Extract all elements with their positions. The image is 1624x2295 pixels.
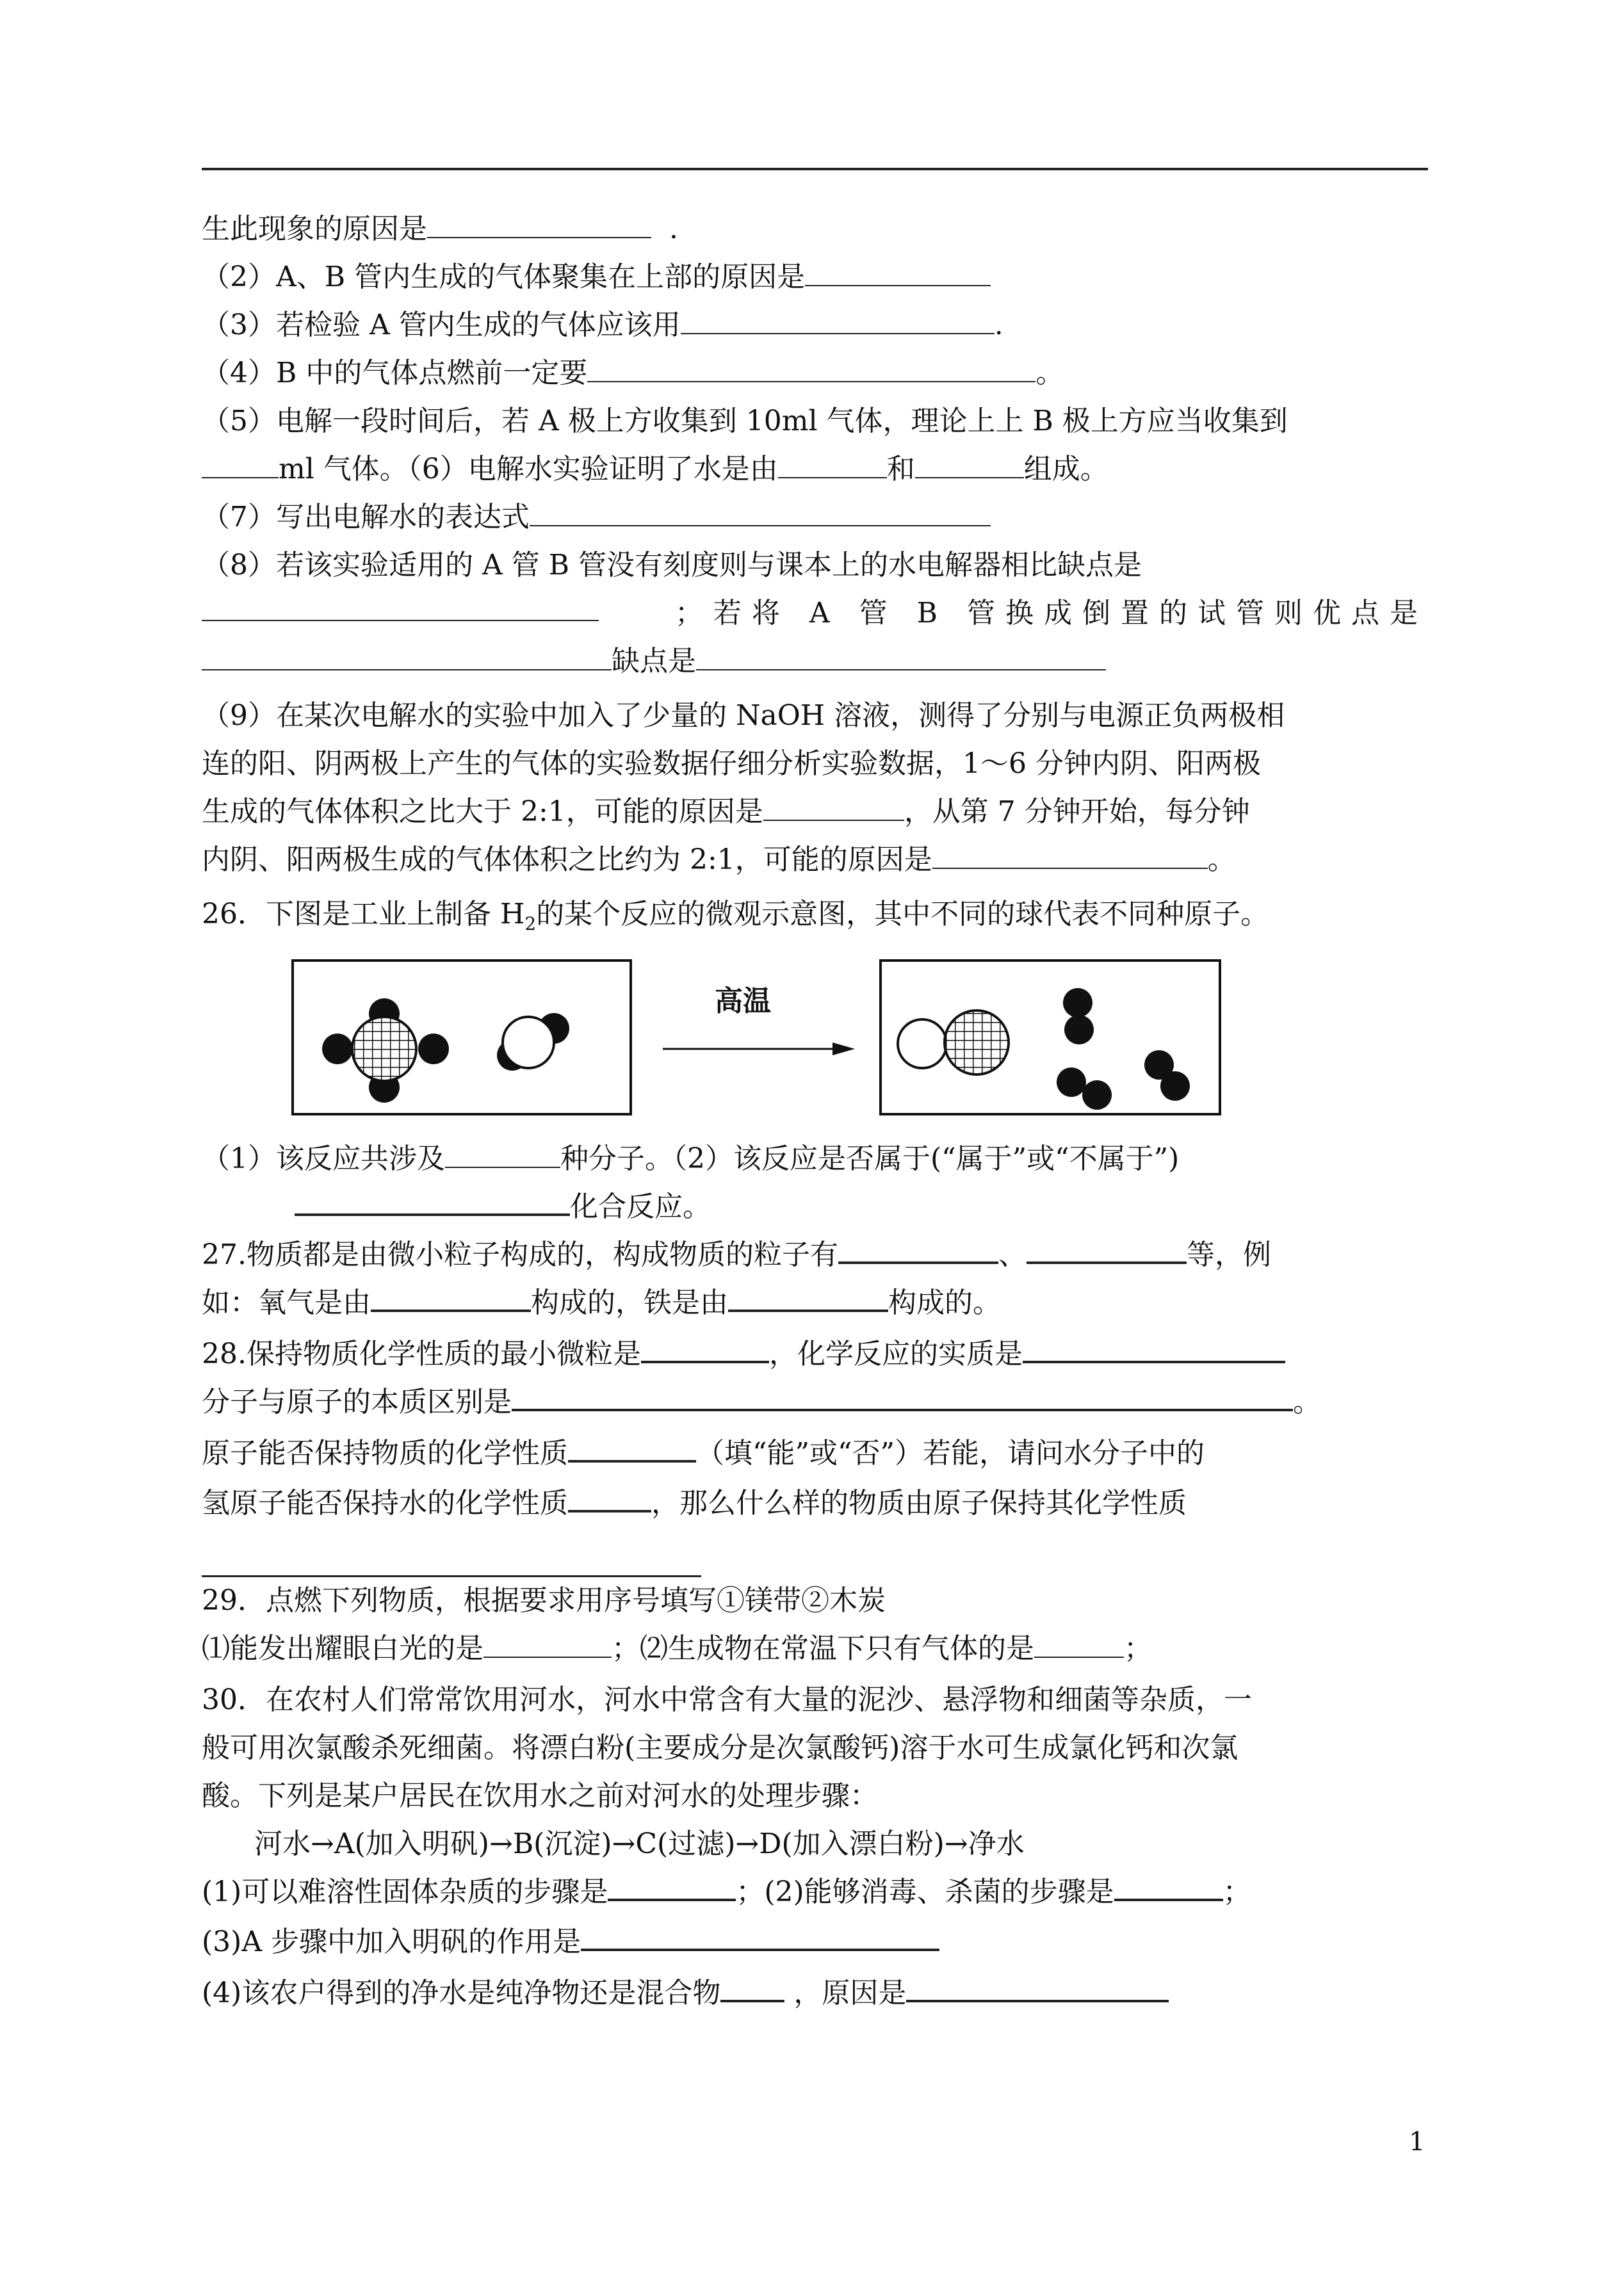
line-text: 。 (1035, 357, 1064, 389)
answer-blank[interactable] (728, 1284, 888, 1312)
text-line (202, 841, 1428, 879)
text-line (202, 793, 1428, 831)
line-text: ； (1222, 1876, 1251, 1908)
text-line (202, 1681, 1428, 1719)
line-text: 组成。 (1023, 453, 1108, 485)
line-text: 缺点是 (612, 645, 696, 677)
text-line (202, 1729, 1428, 1767)
answer-blank[interactable] (295, 1188, 570, 1216)
line-text: 如：氧气是由 (202, 1286, 371, 1319)
page-number: 1 (1409, 2127, 1425, 2157)
text-line (202, 1777, 1428, 1815)
line-text: 、 (998, 1238, 1027, 1271)
line-text: 等，例 (1186, 1238, 1271, 1271)
line-text: 26．下图是工业上制备 H (202, 898, 525, 930)
line-text: 。 (1207, 843, 1236, 876)
answer-blank[interactable] (587, 355, 1035, 382)
line-text: . (669, 213, 678, 245)
answer-blank[interactable] (512, 1383, 1293, 1411)
text-line (202, 642, 1428, 681)
reaction-arrow (663, 978, 855, 1055)
text-line (202, 895, 1428, 943)
line-text: 构成的，铁是由 (531, 1286, 728, 1319)
line-text: 生成的气体体积之比大于 2:1，可能的原因是 (202, 795, 763, 828)
answer-blank[interactable] (915, 451, 1024, 478)
line-text: 原子能否保持物质的化学性质 (202, 1437, 568, 1470)
answer-blank[interactable] (1114, 1873, 1223, 1901)
line-text: (3)A 步骤中加入明矾的作用是 (202, 1926, 581, 1958)
answer-blank[interactable] (1027, 1236, 1187, 1264)
answer-blank[interactable] (568, 1484, 651, 1512)
answer-blank[interactable] (202, 451, 279, 478)
line-text: 的某个反应的微观示意图，其中不同的球代表不同种原子。 (536, 898, 1269, 930)
text-line (202, 354, 1428, 393)
answer-blank[interactable] (838, 1236, 998, 1264)
text-line (202, 498, 1428, 537)
text-line (202, 1434, 1428, 1473)
line-text: 内阴、阳两极生成的气体体积之比约为 2:1，可能的原因是 (202, 843, 932, 876)
text-line (202, 450, 1428, 489)
line-text: （填“能”或“否”）若能，请问水分子中的 (696, 1437, 1205, 1470)
answer-blank[interactable] (202, 594, 599, 621)
line-text: （7）写出电解水的表达式 (202, 501, 530, 533)
line-text: （4）B 中的气体点燃前一定要 (202, 357, 588, 389)
line-text: （1）该反应共涉及 (202, 1142, 445, 1175)
line-text: ；(2)能够消毒、杀菌的步骤是 (736, 1876, 1114, 1908)
text-line (202, 697, 1428, 735)
line-text: 构成的。 (888, 1286, 1001, 1319)
line-text: 氢原子能否保持水的化学性质 (202, 1487, 568, 1520)
text-line (202, 1974, 1428, 2013)
text-line (202, 1484, 1428, 1523)
line-text: 种分子。（2）该反应是否属于(“属于”或“不属于”) (560, 1142, 1180, 1175)
answer-blank[interactable] (483, 1631, 612, 1658)
answer-blank[interactable] (696, 644, 1106, 670)
answer-blank[interactable] (530, 499, 991, 526)
answer-blank[interactable] (778, 451, 887, 478)
text-line (202, 1923, 1428, 1961)
subscript: 2 (524, 912, 537, 934)
line-text: 和 (886, 453, 915, 485)
text-line (202, 745, 1428, 783)
line-text: 酸。下列是某户居民在饮用水之前对河水的处理步骤： (202, 1780, 878, 1812)
line-text: 连的阳、阴两极上产生的气体的实验数据仔细分析实验数据，1～6 分钟内阴、阳两极 (202, 747, 1261, 780)
text-line (202, 1383, 1428, 1422)
line-text: 30．在农村人们常常饮用河水，河水中常含有大量的泥沙、悬浮物和细菌等杂质，一 (202, 1683, 1252, 1716)
line-text: 河水→A(加入明矾)→B(沉淀)→C(过滤)→D(加入漂白粉)→净水 (254, 1828, 1025, 1860)
line-text: 27.物质都是由微小粒子构成的，构成物质的粒子有 (202, 1238, 838, 1271)
text-line (202, 546, 1428, 585)
answer-blank[interactable] (932, 842, 1208, 869)
line-text: （2）A、B 管内生成的气体聚集在上部的原因是 (202, 261, 806, 293)
answer-blank[interactable] (1023, 1335, 1285, 1363)
line-text: （8）若该实验适用的 A 管 B 管没有刻度则与课本上的水电解器相比缺点是 (202, 549, 1142, 581)
answer-blank[interactable] (1034, 1631, 1124, 1658)
line-text: (1)可以难溶性固体杂质的步骤是 (202, 1876, 608, 1908)
text-line (202, 1582, 1428, 1620)
answer-blank[interactable] (720, 1974, 784, 2002)
line-text: （5）电解一段时间后，若 A 极上方收集到 10ml 气体，理论上上 B 极上方应当收集到 (202, 405, 1288, 437)
header-rule (202, 168, 1428, 170)
text-line (202, 210, 1428, 248)
line-text: 化合反应。 (570, 1190, 711, 1223)
line-text: （3）若检验 A 管内生成的气体应该用 (202, 309, 681, 341)
answer-line[interactable] (202, 1575, 701, 1577)
line-text: ⑴能发出耀眼白光的是 (202, 1632, 483, 1665)
line-text: ；⑵生成物在常温下只有气体的是 (612, 1632, 1034, 1665)
answer-blank[interactable] (371, 1284, 531, 1312)
text-line (202, 258, 1428, 296)
line-text: ，那么什么样的物质由原子保持其化学性质 (651, 1487, 1187, 1520)
text-line (202, 306, 1428, 345)
text-line (202, 1236, 1428, 1274)
answer-blank[interactable] (568, 1434, 696, 1463)
answer-blank[interactable] (763, 794, 904, 821)
text-line (202, 1825, 1428, 1863)
line-text: 生此现象的原因是 (202, 213, 427, 245)
answer-blank[interactable] (202, 644, 612, 670)
text-line (202, 1284, 1428, 1322)
reaction-diagram (291, 959, 1226, 1119)
text-line (202, 402, 1428, 441)
line-text: 28.保持物质化学性质的最小微粒是 (202, 1338, 641, 1370)
line-text: ml 气体。（6）电解水实验证明了水是由 (279, 453, 778, 485)
text-line (202, 1188, 1428, 1226)
line-text: ，原因是 (793, 1977, 907, 2009)
line-text: ；若将 A 管 B 管换成倒置的试管则优点是 (674, 597, 1428, 629)
answer-blank[interactable] (427, 211, 651, 238)
text-line (202, 1630, 1428, 1668)
co-molecule (898, 1010, 1009, 1075)
answer-blank[interactable] (681, 307, 995, 334)
line-text: (4)该农户得到的净水是纯净物还是混合物 (202, 1977, 721, 2009)
answer-blank[interactable] (805, 259, 991, 286)
line-text: （9）在某次电解水的实验中加入了少量的 NaOH 溶液，测得了分别与电源正负两极相 (202, 699, 1285, 732)
answer-blank[interactable] (641, 1335, 769, 1363)
text-line (202, 1140, 1428, 1178)
line-text: ，化学反应的实质是 (768, 1338, 1023, 1370)
answer-blank[interactable] (581, 1923, 939, 1951)
line-text: ，从第 7 分钟开始，每分钟 (904, 795, 1250, 828)
arrow-label: 高温 (715, 985, 771, 1018)
text-line (202, 1335, 1428, 1374)
line-text: ； (1124, 1632, 1152, 1665)
line-text: 般可用次氯酸杀死细菌。将漂白粉(主要成分是次氯酸钙)溶于水可生成氯化钙和次氯 (202, 1731, 1238, 1764)
answer-blank[interactable] (608, 1873, 736, 1901)
answer-blank[interactable] (906, 1974, 1169, 2002)
answer-blank[interactable] (445, 1141, 560, 1168)
text-line (202, 594, 1428, 633)
line-text: . (994, 309, 1003, 341)
line-text: 。 (1293, 1386, 1321, 1418)
line-text: 分子与原子的本质区别是 (202, 1386, 512, 1418)
line-text: 29．点燃下列物质，根据要求用序号填写①镁带②木炭 (202, 1584, 886, 1617)
text-line (202, 1873, 1428, 1911)
